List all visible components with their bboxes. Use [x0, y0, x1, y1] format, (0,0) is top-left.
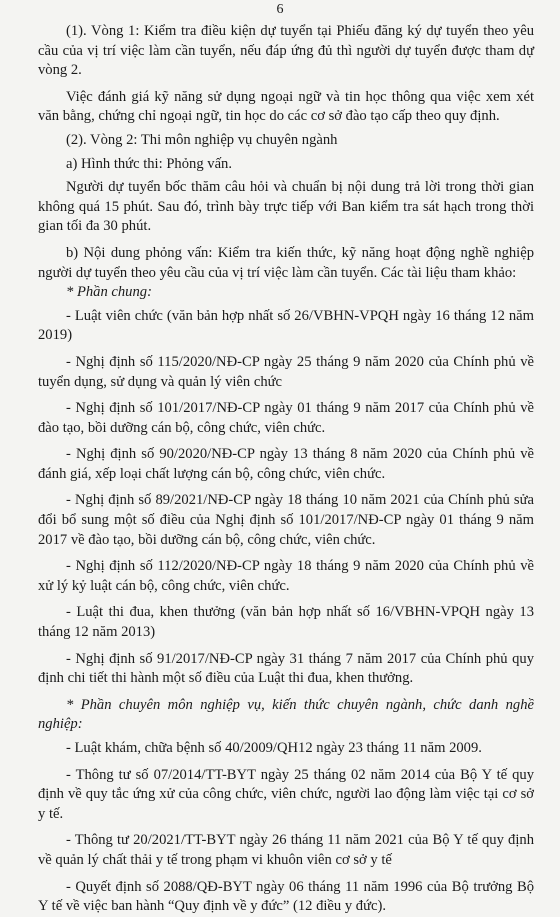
section-heading-specialty: [38, 696, 534, 735]
list-item: - Nghị định số 89/2021/NĐ-CP ngày 18 tháng 10 năm 2021 của Chính phủ sửa đổi bổ sung một số điều của Nghị định số 101/2017/NĐ-CP ngày 01 tháng 9 năm 2017 về đào tạo, bồi dưỡng cán bộ, công chức, viên chức.: [38, 492, 534, 548]
list-item: - Nghị định số 91/2017/NĐ-CP ngày 31 tháng 7 năm 2017 của Chính phủ quy định chi tiết thi hành một số điều của Luật thi đua, khen thưởng.: [38, 650, 534, 687]
paragraph-language-skills: Việc đánh giá kỹ năng sử dụng ngoại ngữ và tin học thông qua việc xem xét văn bằng, chứng chỉ ngoại ngữ, tin học do các cơ sở đào tạo cấp theo quy định.: [38, 88, 534, 125]
document-body: [38, 22, 534, 917]
list-item: - Thông tư số 07/2014/TT-BYT ngày 25 tháng 02 năm 2014 của Bộ Y tế quy định về quy tắc ứng xử của công chức, viên chức, người lao động làm việc tại cơ sở y tế.: [38, 766, 534, 822]
paragraph-exam-procedure: Người dự tuyển bốc thăm câu hỏi và chuẩn bị nội dung trả lời trong thời gian không quá 15 phút. Sau đó, trình bày trực tiếp với Ban kiểm tra sát hạch trong thời gian tối đa 30 phút.: [38, 179, 534, 235]
paragraph-round-1: (1). Vòng 1: Kiểm tra điều kiện dự tuyển tại Phiếu đăng ký dự tuyển theo yêu cầu của vị trí việc làm cần tuyển, nếu đáp ứng đủ thì người dự tuyển được tham dự vòng 2.: [38, 23, 534, 79]
paragraph-interview-content: b) Nội dung phỏng vấn: Kiểm tra kiến thức, kỹ năng hoạt động nghề nghiệp người dự tuyển theo yêu cầu của vị trí việc làm cần tuyển. Các tài liệu tham khảo:: [38, 244, 534, 281]
page-number: 6: [276, 2, 284, 17]
section-heading-specialty-text: * Phần chuyên môn nghiệp vụ, kiến thức chuyên ngành, chức danh nghề nghiệp:: [38, 696, 534, 733]
paragraph-round-2: (2). Vòng 2: Thi môn nghiệp vụ chuyên ngành: [66, 131, 338, 148]
list-item: - Nghị định số 112/2020/NĐ-CP ngày 18 tháng 9 năm 2020 của Chính phủ về xử lý kỷ luật cán bộ, công chức, viên chức.: [38, 558, 534, 594]
section-heading-general: [38, 283, 534, 303]
list-item: - Luật khám, chữa bệnh số 40/2009/QH12 ngày 23 tháng 11 năm 2009.: [66, 740, 482, 756]
list-item: - Nghị định số 115/2020/NĐ-CP ngày 25 tháng 9 năm 2020 của Chính phủ về tuyển dụng, sử dụng và quản lý viên chức: [38, 353, 534, 390]
list-item: - Nghị định số 90/2020/NĐ-CP ngày 13 tháng 8 năm 2020 của Chính phủ về đánh giá, xếp loại chất lượng cán bộ, công chức, viên chức.: [38, 446, 534, 482]
list-item: - Nghị định số 101/2017/NĐ-CP ngày 01 tháng 9 năm 2017 của Chính phủ về đào tạo, bồi dưỡng cán bộ, công chức, viên chức.: [38, 400, 534, 436]
list-item: - Luật viên chức (văn bản hợp nhất số 26/VBHN-VPQH ngày 16 tháng 12 năm 2019): [38, 307, 534, 344]
list-item: - Thông tư 20/2021/TT-BYT ngày 26 tháng 11 năm 2021 của Bộ Y tế quy định về quản lý chất thải y tế trong phạm vi khuôn viên cơ sở y tế: [38, 832, 534, 868]
section-heading-general-text: * Phần chung:: [66, 284, 152, 301]
list-item: - Quyết định số 2088/QĐ-BYT ngày 06 tháng 11 năm 1996 của Bộ trưởng Bộ Y tế về việc ban hành “Quy định về y đức” (12 điều y đức).: [38, 878, 534, 915]
list-item: - Luật thi đua, khen thưởng (văn bản hợp nhất số 16/VBHN-VPQH ngày 13 tháng 12 năm 2013): [38, 604, 534, 641]
paragraph-exam-form: a) Hình thức thi: Phỏng vấn.: [66, 155, 232, 172]
